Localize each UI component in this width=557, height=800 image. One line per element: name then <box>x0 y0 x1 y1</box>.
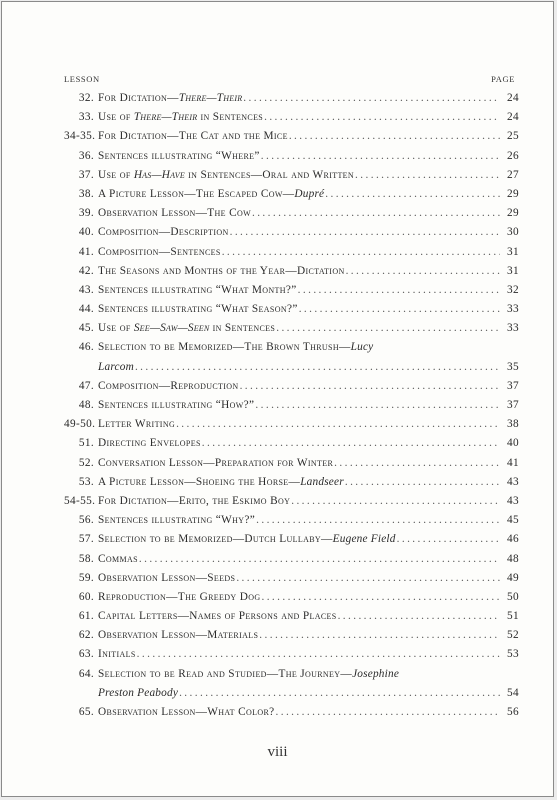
title-part: Conversation Lesson—Preparation for Winter <box>98 456 334 469</box>
dot-leader <box>334 454 500 473</box>
title-part: Sentences illustrating “What Season?” <box>98 303 298 316</box>
toc-entry <box>64 703 519 722</box>
toc-entry <box>64 89 519 108</box>
lesson-title <box>98 396 254 415</box>
title-part: Commas <box>98 552 138 565</box>
title-part: Letter Writing <box>98 418 176 431</box>
page-number: viii <box>267 744 288 760</box>
page-ref: 52 <box>507 629 519 642</box>
lesson-title <box>98 204 251 223</box>
page-ref: 33 <box>507 303 519 316</box>
lesson-number: 54-55. <box>64 494 96 507</box>
dot-leader <box>325 185 500 204</box>
lesson-title <box>98 127 288 146</box>
lesson-title-continued <box>98 684 178 703</box>
toc-entry <box>64 665 519 703</box>
toc-entry <box>64 588 519 607</box>
page-ref: 43 <box>507 475 519 488</box>
lesson-title <box>98 550 138 569</box>
lesson-title <box>98 607 337 626</box>
lesson-number: 33. <box>78 111 94 124</box>
lesson-number: 44. <box>78 303 94 316</box>
dot-leader <box>276 703 501 722</box>
lesson-title <box>98 108 263 127</box>
title-part: Use of <box>98 111 134 124</box>
lesson-number: 37. <box>78 168 94 181</box>
title-part: Use of <box>98 322 134 335</box>
italic-title-part: Landseer <box>300 475 344 488</box>
page-ref: 40 <box>507 437 519 450</box>
page-ref: 53 <box>507 648 519 661</box>
title-part: in Sentences <box>197 111 264 124</box>
table-of-contents <box>64 89 519 722</box>
title-part: Sentences illustrating “Why?” <box>98 514 256 527</box>
dot-leader <box>261 147 500 166</box>
lesson-number: 57. <box>78 533 94 546</box>
lesson-number: 59. <box>78 571 94 584</box>
lesson-number: 36. <box>78 149 94 162</box>
lesson-number: 48. <box>78 399 94 412</box>
lesson-number: 58. <box>78 552 94 565</box>
dot-leader <box>299 300 500 319</box>
page-ref: 43 <box>507 494 519 507</box>
dot-leader <box>240 377 500 396</box>
italic-title-part: Preston Peabody <box>98 686 179 699</box>
title-part: For Dictation—Erito, the Eskimo Boy <box>98 494 291 507</box>
title-part: Composition—Description <box>98 226 229 239</box>
title-part: Composition—Reproduction <box>98 379 239 392</box>
title-part: Use of <box>98 168 134 181</box>
dot-leader <box>139 550 500 569</box>
toc-entry <box>64 626 519 645</box>
lesson-number: 53. <box>78 475 94 488</box>
title-part: For Dictation—The Cat and the Mice <box>98 130 288 143</box>
lesson-number: 65. <box>78 706 94 719</box>
lesson-number: 46. <box>78 341 94 354</box>
toc-entry <box>64 473 519 492</box>
title-part: in Sentences—Oral and Written <box>184 168 355 181</box>
lesson-title <box>98 185 324 204</box>
toc-entry <box>64 550 519 569</box>
toc-entry <box>64 607 519 626</box>
lesson-number: 49-50. <box>64 418 96 431</box>
lesson-title <box>98 338 373 357</box>
dot-leader <box>345 473 500 492</box>
lesson-number: 51. <box>78 437 94 450</box>
title-part: Sentences illustrating “How?” <box>98 399 255 412</box>
toc-entry <box>64 204 519 223</box>
lesson-title <box>98 166 354 185</box>
lesson-title <box>98 377 239 396</box>
title-part: Sentences illustrating “Where” <box>98 149 260 162</box>
title-part: A Picture Lesson—The Escaped Cow— <box>98 187 295 200</box>
toc-entry <box>64 530 519 549</box>
page-ref: 27 <box>507 168 519 181</box>
dot-leader <box>202 434 500 453</box>
title-part: in Sentences <box>209 322 276 335</box>
lesson-number: 38. <box>78 187 94 200</box>
italic-title-part: Eugene Field <box>332 533 396 546</box>
page-ref: 31 <box>507 264 519 277</box>
page-ref: 41 <box>507 456 519 469</box>
dot-leader <box>243 89 500 108</box>
lesson-title <box>98 319 275 338</box>
lesson-title <box>98 454 333 473</box>
page-ref: 45 <box>507 514 519 527</box>
toc-entry <box>64 166 519 185</box>
page-ref: 24 <box>507 111 519 124</box>
toc-entry <box>64 243 519 262</box>
toc-entry <box>64 511 519 530</box>
page-ref: 48 <box>507 552 519 565</box>
page-ref: 49 <box>507 571 519 584</box>
lesson-title <box>98 300 298 319</box>
page-ref: 54 <box>507 686 519 699</box>
dot-leader <box>256 511 500 530</box>
lesson-number: 56. <box>78 514 94 527</box>
title-part: Directing Envelopes <box>98 437 201 450</box>
lesson-number: 61. <box>78 610 94 623</box>
dot-leader <box>264 108 500 127</box>
lesson-title <box>98 588 260 607</box>
dot-leader <box>355 166 500 185</box>
lesson-number: 39. <box>78 207 94 220</box>
italic-title-part: Josephine <box>352 667 400 680</box>
lesson-column-label: LESSON <box>64 74 100 84</box>
page-ref: 30 <box>507 226 519 239</box>
title-part: Observation Lesson—What Color? <box>98 706 275 719</box>
dot-leader <box>291 492 500 511</box>
dot-leader <box>236 569 500 588</box>
toc-entry <box>64 300 519 319</box>
lesson-title <box>98 569 235 588</box>
dot-leader <box>135 358 500 377</box>
page-ref: 32 <box>507 283 519 296</box>
title-part: For Dictation— <box>98 92 179 104</box>
page-ref: 56 <box>507 706 519 719</box>
toc-entry <box>64 377 519 396</box>
lesson-title <box>98 434 201 453</box>
lesson-number: 42. <box>78 264 94 277</box>
lesson-title <box>98 665 399 684</box>
title-part: Sentences illustrating “What Month?” <box>98 283 297 296</box>
toc-entry <box>64 262 519 281</box>
dot-leader <box>137 645 500 664</box>
lesson-title-continued <box>98 358 134 377</box>
toc-entry <box>64 569 519 588</box>
page-ref: 50 <box>507 590 519 603</box>
lesson-title <box>98 626 258 645</box>
dot-leader <box>346 262 500 281</box>
lesson-number: 64. <box>78 667 94 680</box>
dot-leader <box>222 243 500 262</box>
page-ref: 26 <box>507 149 519 162</box>
dot-leader <box>179 684 500 703</box>
toc-entry <box>64 147 519 166</box>
title-part: The Seasons and Months of the Year—Dictation <box>98 264 345 277</box>
lesson-title <box>98 511 255 530</box>
title-part: Selection to be Memorized—Dutch Lullaby— <box>98 533 333 546</box>
italic-title-part: Dupré <box>294 187 325 200</box>
dot-leader <box>338 607 500 626</box>
page-ref: 38 <box>507 418 519 431</box>
italic-title-part: There—Their <box>178 92 243 104</box>
lesson-number: 40. <box>78 226 94 239</box>
page-ref: 51 <box>507 610 519 623</box>
italic-title-part: Lucy <box>350 341 374 354</box>
toc-entry <box>64 108 519 127</box>
dot-leader <box>261 588 500 607</box>
page-ref: 24 <box>507 92 519 104</box>
toc-entry <box>64 415 519 434</box>
lesson-number: 34-35. <box>64 130 96 143</box>
toc-entry <box>64 434 519 453</box>
lesson-number: 52. <box>78 456 94 469</box>
title-part: Selection to be Read and Studied—The Journey— <box>98 667 353 680</box>
lesson-title <box>98 530 396 549</box>
dot-leader <box>397 530 500 549</box>
lesson-number: 62. <box>78 629 94 642</box>
title-part: Observation Lesson—Materials <box>98 629 259 642</box>
page-ref: 46 <box>507 533 519 546</box>
page-ref: 35 <box>507 360 519 373</box>
dot-leader <box>176 415 500 434</box>
lesson-title <box>98 89 242 108</box>
title-part: A Picture Lesson—Shoeing the Horse— <box>98 475 301 488</box>
title-part: Observation Lesson—Seeds <box>98 571 236 584</box>
italic-title-part: See—Saw—Seen <box>133 322 210 335</box>
dot-leader <box>259 626 500 645</box>
title-part: Capital Letters—Names of Persons and Places <box>98 610 337 623</box>
toc-entry <box>64 281 519 300</box>
dot-leader <box>298 281 500 300</box>
page-ref: 33 <box>507 322 519 335</box>
page-ref: 37 <box>507 399 519 412</box>
page-ref: 29 <box>507 187 519 200</box>
lesson-number: 47. <box>78 379 94 392</box>
toc-entry <box>64 338 519 376</box>
lesson-title <box>98 492 290 511</box>
lesson-title <box>98 645 136 664</box>
title-part: Reproduction—The Greedy Dog <box>98 590 261 603</box>
italic-title-part: Larcom <box>98 360 134 373</box>
dot-leader <box>230 223 500 242</box>
italic-title-part: Has—Have <box>133 168 185 181</box>
lesson-title <box>98 281 297 300</box>
dot-leader <box>252 204 500 223</box>
lesson-number: 43. <box>78 283 94 296</box>
toc-entry <box>64 645 519 664</box>
italic-title-part: There—Their <box>133 111 198 124</box>
title-part: Selection to be Memorized—The Brown Thrush— <box>98 341 351 354</box>
dot-leader <box>289 127 500 146</box>
lesson-title <box>98 262 345 281</box>
lesson-title <box>98 473 344 492</box>
lesson-number: 32. <box>78 92 94 104</box>
page-ref: 29 <box>507 207 519 220</box>
toc-entry <box>64 185 519 204</box>
dot-leader <box>276 319 500 338</box>
dot-leader <box>255 396 500 415</box>
toc-entry <box>64 492 519 511</box>
page-ref: 25 <box>507 130 519 143</box>
lesson-title <box>98 703 275 722</box>
toc-entry <box>64 127 519 146</box>
lesson-number: 41. <box>78 245 94 258</box>
lesson-title <box>98 223 229 242</box>
toc-entry <box>64 396 519 415</box>
lesson-number: 45. <box>78 322 94 335</box>
lesson-title <box>98 415 175 434</box>
page-column-label: PAGE <box>491 74 515 84</box>
toc-entry <box>64 454 519 473</box>
lesson-number: 60. <box>78 590 94 603</box>
book-page <box>1 1 554 797</box>
lesson-number: 63. <box>78 648 94 661</box>
title-part: Composition—Sentences <box>98 245 221 258</box>
title-part: Initials <box>98 648 136 661</box>
toc-entry <box>64 223 519 242</box>
title-part: Observation Lesson—The Cow <box>98 207 251 220</box>
lesson-title <box>98 243 221 262</box>
page-ref: 31 <box>507 245 519 258</box>
toc-entry <box>64 319 519 338</box>
page-ref: 37 <box>507 379 519 392</box>
lesson-title <box>98 147 260 166</box>
